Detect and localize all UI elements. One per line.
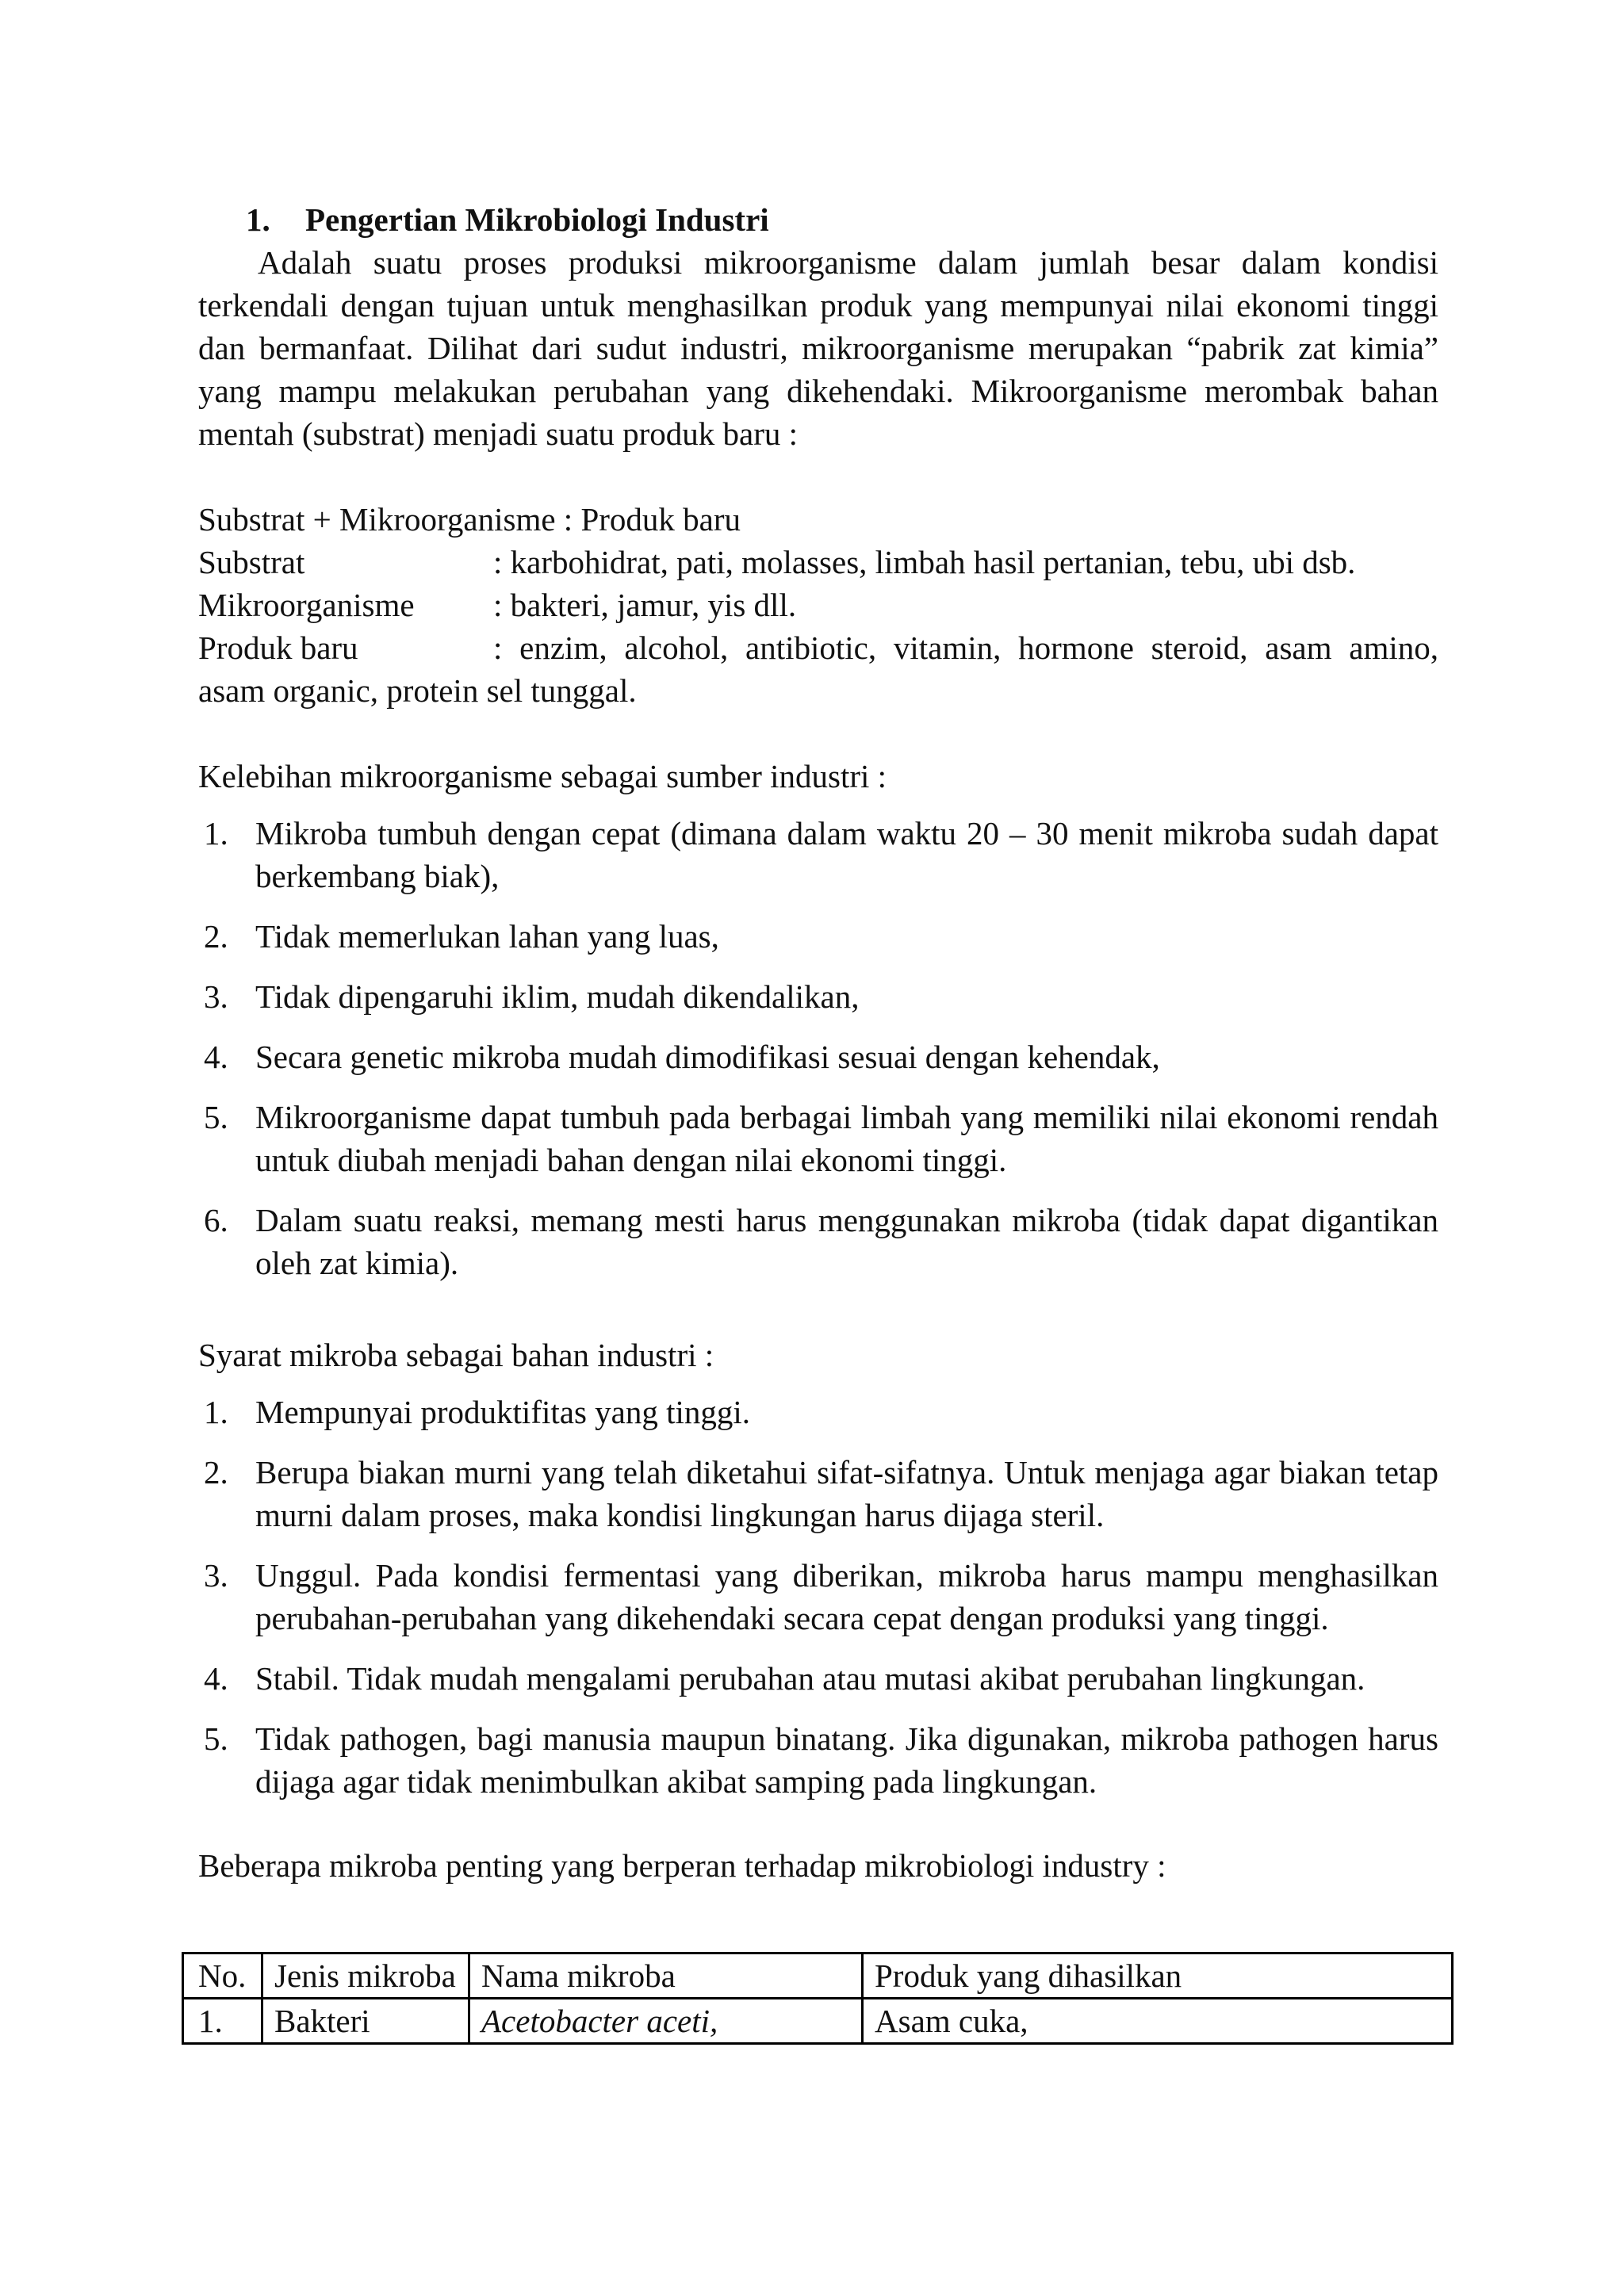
list-text: Berupa biakan murni yang telah diketahui sifat-sifatnya. Untuk menjaga agar biakan tetap murni dalam proses, maka kondisi lingkungan harus dijaga steril.: [255, 1454, 1438, 1533]
list-text: Tidak pathogen, bagi manusia maupun binatang. Jika digunakan, mikroba pathogen harus dijaga agar tidak menimbulkan akibat samping pada lingkungan.: [255, 1720, 1438, 1800]
definition-list: [198, 541, 1438, 712]
heading-number: 1.: [246, 201, 270, 238]
advantages-list: [198, 812, 1438, 1284]
definition-produk-baru: [198, 626, 1438, 669]
table-cell: 1.: [183, 1999, 262, 2044]
table-header-row: [183, 1954, 1453, 1999]
list-text: Secara genetic mikroba mudah dimodifikasi sesuai dengan kehendak,: [255, 1039, 1160, 1075]
definition-term: Substrat: [198, 544, 305, 580]
list-item: [198, 1199, 1438, 1284]
list-item: [198, 975, 1438, 1018]
list-number: 2.: [204, 918, 228, 955]
list-item: [198, 1657, 1438, 1700]
list-text: Tidak memerlukan lahan yang luas,: [255, 918, 719, 955]
table-header-cell: Nama mikroba: [469, 1954, 863, 1999]
list-item: [198, 812, 1438, 897]
list-number: 5.: [204, 1099, 228, 1135]
list-item: [198, 1451, 1438, 1536]
definition-term: Mikroorganisme: [198, 587, 415, 623]
list-text: Dalam suatu reaksi, memang mesti harus menggunakan mikroba (tidak dapat digantikan oleh zat kimia).: [255, 1202, 1438, 1281]
list-number: 4.: [204, 1039, 228, 1075]
heading-title: Pengertian Mikrobiologi Industri: [305, 201, 769, 238]
list-number: 3.: [204, 1557, 228, 1594]
list-item: [198, 915, 1438, 958]
definition-value: : bakteri, jamur, yis dll.: [493, 587, 797, 623]
definition-continuation: asam organic, protein sel tunggal.: [198, 672, 637, 709]
definition-value: : karbohidrat, pati, molasses, limbah hasil pertanian, tebu, ubi dsb.: [493, 544, 1356, 580]
list-item: [198, 1096, 1438, 1181]
list-text: Mikroorganisme dapat tumbuh pada berbagai limbah yang memiliki nilai ekonomi rendah untuk diubah menjadi bahan dengan nilai ekonomi tinggi.: [255, 1099, 1438, 1178]
list-item: [198, 1717, 1438, 1803]
list-item: [198, 1391, 1438, 1433]
definition-substrat: [198, 541, 1438, 584]
section-heading: [246, 198, 1438, 241]
list-number: 1.: [204, 1394, 228, 1430]
table-row: [183, 1999, 1453, 2044]
microbe-table: [182, 1952, 1454, 2045]
list-item: [198, 1554, 1438, 1640]
advantages-title: Kelebihan mikroorganisme sebagai sumber industri :: [198, 758, 887, 794]
table-header-cell: Produk yang dihasilkan: [863, 1954, 1453, 1999]
table-cell: Bakteri: [262, 1999, 469, 2044]
table-cell: Acetobacter aceti,: [469, 1999, 863, 2044]
list-text: Mikroba tumbuh dengan cepat (dimana dalam waktu 20 – 30 menit mikroba sudah dapat berkembang biak),: [255, 815, 1438, 894]
list-text: Unggul. Pada kondisi fermentasi yang diberikan, mikroba harus mampu menghasilkan perubahan-perubahan yang dikehendaki secara cepat dengan produksi yang tinggi.: [255, 1557, 1438, 1636]
table-header-cell: No.: [183, 1954, 262, 1999]
definition-term: Produk baru: [198, 629, 358, 666]
definition-value: : enzim, alcohol, antibiotic, vitamin, hormone steroid, asam amino,: [493, 629, 1438, 666]
list-number: 2.: [204, 1454, 228, 1490]
list-item: [198, 1035, 1438, 1078]
table-cell: Asam cuka,: [863, 1999, 1453, 2044]
definition-mikroorganisme: [198, 584, 1438, 626]
list-number: 3.: [204, 978, 228, 1015]
list-number: 5.: [204, 1720, 228, 1757]
list-text: Mempunyai produktifitas yang tinggi.: [255, 1394, 751, 1430]
list-number: 4.: [204, 1660, 228, 1697]
list-text: Stabil. Tidak mudah mengalami perubahan atau mutasi akibat perubahan lingkungan.: [255, 1660, 1365, 1697]
table-intro: Beberapa mikroba penting yang berperan terhadap mikrobiologi industry :: [198, 1847, 1166, 1884]
intro-paragraph: Adalah suatu proses produksi mikroorganisme dalam jumlah besar dalam kondisi terkendali dengan tujuan untuk menghasilkan produk yang mempunyai nilai ekonomi tinggi dan bermanfaat. Dilihat dari sudut industri, mikroorganisme merupakan “pabrik zat kimia” yang mampu melakukan perubahan yang dikehendaki. Mikroorganisme merombak bahan mentah (substrat) menjadi suatu produk baru :: [198, 244, 1438, 452]
requirements-list: [198, 1391, 1438, 1803]
requirements-title: Syarat mikroba sebagai bahan industri :: [198, 1337, 714, 1373]
list-text: Tidak dipengaruhi iklim, mudah dikendalikan,: [255, 978, 860, 1015]
table-header-cell: Jenis mikroba: [262, 1954, 469, 1999]
list-number: 1.: [204, 815, 228, 851]
document-page: [198, 198, 1438, 1887]
formula-line: Substrat + Mikroorganisme : Produk baru: [198, 501, 741, 538]
list-number: 6.: [204, 1202, 228, 1238]
